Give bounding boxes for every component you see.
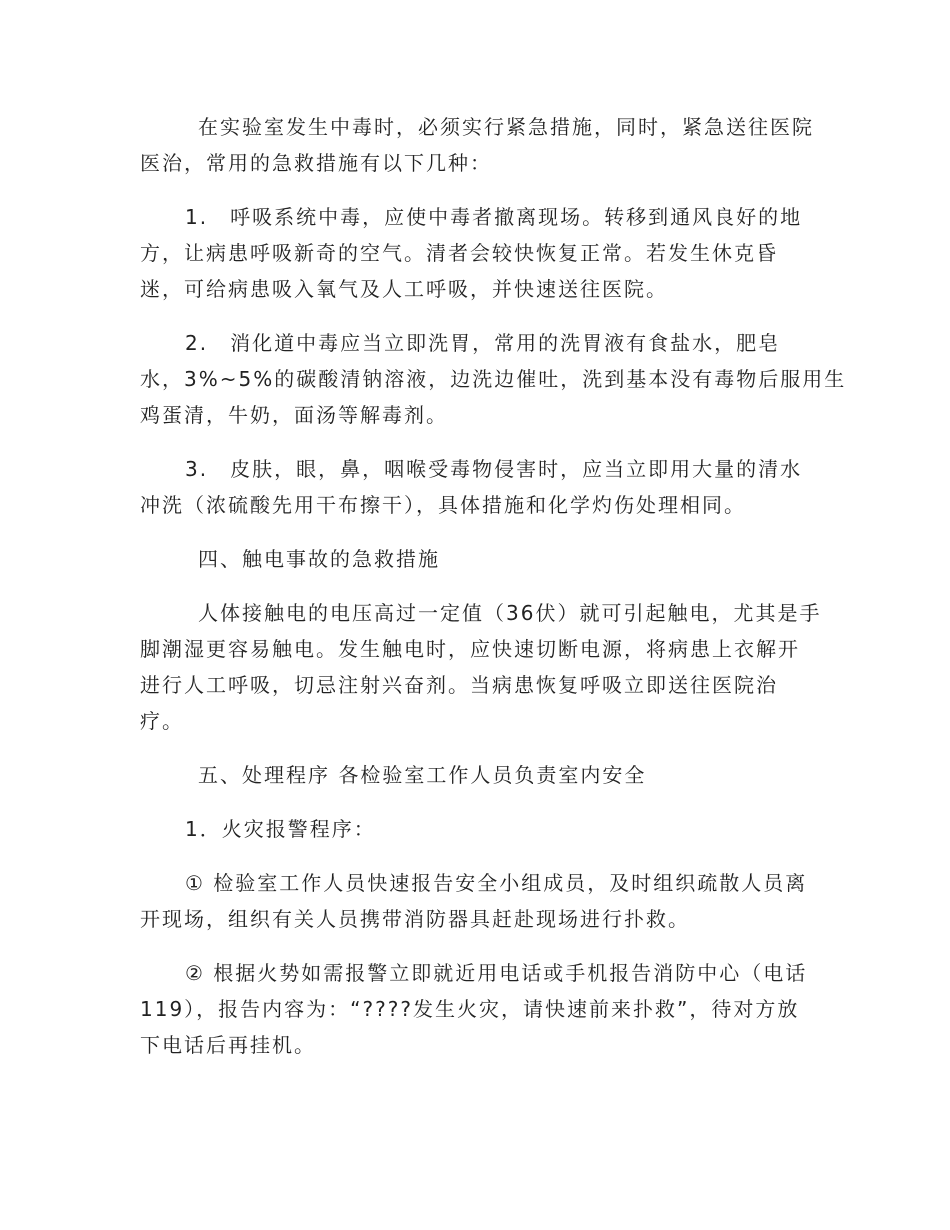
paragraph-line: 脚潮湿更容易触电。发生触电时，应快速切断电源，将病患上衣解开	[140, 637, 800, 661]
subheading-fire-alarm	[140, 811, 812, 847]
paragraph-line: 3. 皮肤，眼，鼻，咽喉受毒物侵害时，应当立即用大量的清水	[185, 457, 803, 481]
paragraph-poisoning-intro	[140, 109, 812, 181]
heading-line: 1．火灾报警程序：	[185, 817, 376, 841]
paragraph-line: 迷，可给病患吸入氧气及人工呼吸，并快速送往医院。	[140, 277, 668, 301]
paragraph-line: 医治，常用的急救措施有以下几种：	[140, 151, 492, 175]
paragraph-line: 疗。	[140, 709, 184, 733]
paragraph-fire-step-2	[140, 955, 812, 1063]
paragraph-digestive-poisoning	[140, 325, 847, 433]
paragraph-line: 冲洗（浓硫酸先用干布擦干），具体措施和化学灼伤处理相同。	[140, 493, 746, 517]
paragraph-line: ① 检验室工作人员快速报告安全小组成员，及时组织疏散人员离	[185, 871, 808, 895]
section-heading-electric-shock	[140, 541, 812, 577]
paragraph-line: 119），报告内容为：“????发生火灾，请快速前来扑救”，待对方放	[140, 997, 800, 1021]
paragraph-respiratory-poisoning	[140, 199, 812, 307]
paragraph-line: 方，让病患呼吸新奇的空气。清者会较快恢复正常。若发生休克昏	[140, 241, 778, 265]
paragraph-electric-shock	[140, 595, 822, 739]
paragraph-line: ② 根据火势如需报警立即就近用电话或手机报告消防中心（电话	[185, 961, 808, 985]
heading-line: 五、处理程序 各检验室工作人员负责室内安全	[198, 763, 647, 787]
paragraph-fire-step-1	[140, 865, 812, 937]
paragraph-line: 在实验室发生中毒时，必须实行紧急措施，同时，紧急送往医院	[198, 115, 814, 139]
paragraph-line: 2. 消化道中毒应当立即洗胃，常用的洗胃液有食盐水，肥皂	[185, 331, 781, 355]
section-heading-procedure	[140, 757, 812, 793]
paragraph-line: 鸡蛋清，牛奶，面汤等解毒剂。	[140, 403, 448, 427]
paragraph-line: 开现场，组织有关人员携带消防器具赶赴现场进行扑救。	[140, 907, 690, 931]
paragraph-line: 1. 呼吸系统中毒，应使中毒者撤离现场。转移到通风良好的地	[185, 205, 803, 229]
paragraph-line: 下电话后再挂机。	[140, 1033, 316, 1057]
paragraph-skin-eye-exposure	[140, 451, 812, 523]
paragraph-line: 人体接触电的电压高过一定值（36伏）就可引起触电，尤其是手	[198, 601, 822, 625]
paragraph-line: 进行人工呼吸，切忌注射兴奋剂。当病患恢复呼吸立即送往医院治	[140, 673, 778, 697]
paragraph-line: 水，3%~5%的碳酸清钠溶液，边洗边催吐，洗到基本没有毒物后服用生	[140, 367, 847, 391]
heading-line: 四、触电事故的急救措施	[198, 547, 440, 571]
